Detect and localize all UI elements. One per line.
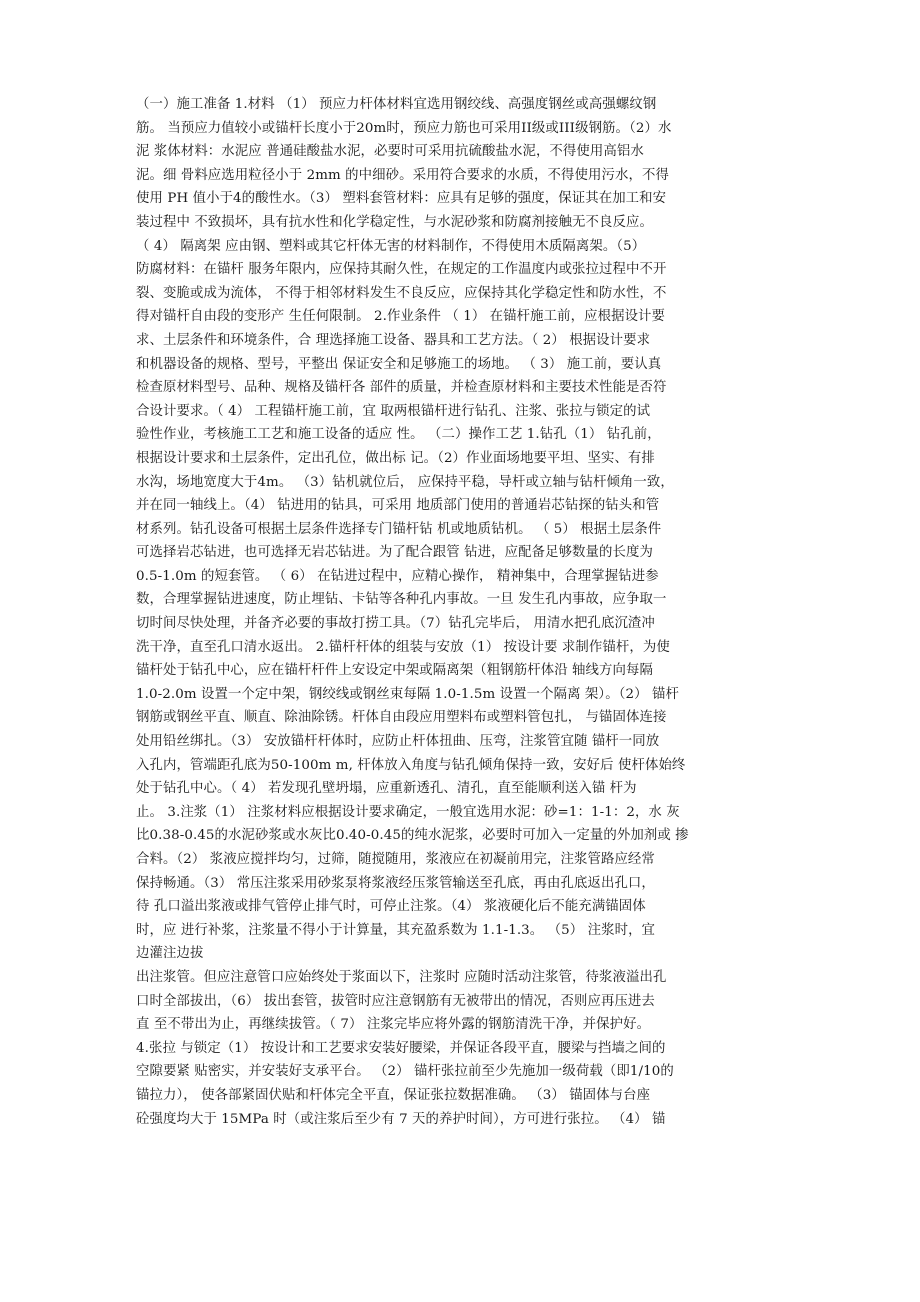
text-line-44: 砼强度均大于 15MPa 时（或注浆后至少有 7 天的养护时间），方可进行张拉。 （4） 锚 <box>136 1111 666 1127</box>
text-line-38: 出注浆管。但应注意管口应始终处于浆面以下，注浆时 应随时活动注浆管，待浆液溢出孔 <box>136 969 667 985</box>
text-line-3: 泥 浆体材料：水泥应 普通硅酸盐水泥，必要时可采用抗硫酸盐水泥，不得使用高铝水 <box>136 144 644 160</box>
text-line-14: 合设计要求。（ 4） 工程锚杆施工前，宜 取两根锚杆进行钻孔、注浆、张拉与锁定的试 <box>136 403 651 419</box>
text-line-27: 钢筋或钢丝平直、顺直、除油除锈。杆体自由段应用塑料布或塑料管包扎， 与锚固体连接 <box>136 710 667 726</box>
text-line-19: 材系列。钻孔设备可根据土层条件选择专门锚杆钻 机或地质钻机。 （ 5） 根据土层条件 <box>136 521 662 537</box>
text-line-39: 口时全部拔出，（6） 拔出套管，拔管时应注意钢筋有无被带出的情况，否则应再压进去 <box>136 993 655 1009</box>
text-line-8: 防腐材料：在锚杆 服务年限内，应保持其耐久性，在规定的工作温度内或张拉过程中不开 <box>136 262 667 278</box>
text-line-6: 装过程中 不致损坏，具有抗水性和化学稳定性，与水泥砂浆和防腐剂接触无不良反应。 <box>136 214 653 230</box>
text-line-33: 合料。（2） 浆液应搅拌均匀，过筛，随搅随用，浆液应在初凝前用完，注浆管路应经常 <box>136 852 655 867</box>
text-line-1: （一）施工准备 1.材料 （1） 预应力杆体材料宜选用钢绞线、高强度钢丝或高强螺纹钢 <box>136 97 657 112</box>
text-line-15: 验性作业，考核施工工艺和施工设备的适应 性。 （二）操作工艺 1.钻孔（1） 钻孔前， <box>136 427 661 443</box>
text-line-11: 求、土层条件和环境条件，合 理选择施工设备、器具和工艺方法。（ 2） 根据设计要求 <box>136 332 651 348</box>
text-line-31: 止。 3.注浆（1） 注浆材料应根据设计要求确定，一般宜选用水泥：砂=1：1-1：2，水 灰 <box>136 804 680 820</box>
text-line-10: 得对锚杆自由段的变形产 生任何限制。 2.作业条件 （ 1） 在锚杆施工前，应根据设计要 <box>136 309 666 325</box>
document-body <box>136 93 796 1131</box>
text-line-4: 泥。细 骨料应选用粒径小于 2mm 的中细砂。采用符合要求的水质，不得使用污水，不得 <box>136 167 669 183</box>
text-line-41: 4.张拉 与锁定（1） 按设计和工艺要求安装好腰梁，并保证各段平直，腰梁与挡墙之间的 <box>136 1040 666 1056</box>
text-line-35: 待 孔口溢出浆液或排气管停止排气时，可停止注浆。（4） 浆液硬化后不能充满锚固体 <box>136 899 646 915</box>
text-line-2: 筋。 当预应力值较小或锚杆长度小于20m时，预应力筋也可采用II级或III级钢筋。（2）水 <box>136 120 672 136</box>
text-line-24: 洗干净，直至孔口清水返出。 2.锚杆杆体的组装与安放（1） 按设计要 求制作锚杆，为使 <box>136 639 670 655</box>
text-line-7: （ 4） 隔离架 应由钢、塑料或其它杆体无害的材料制作，不得使用木质隔离架。（5） <box>136 238 646 254</box>
text-line-12: 和机器设备的规格、型号，平整出 保证安全和足够施工的场地。 （ 3） 施工前，要认真 <box>136 356 662 372</box>
text-line-23: 切时间尽快处理，并备齐必要的事故打捞工具。（7）钻孔完毕后， 用清水把孔底沉渣冲 <box>136 616 655 632</box>
text-line-34: 保持畅通。（3） 常压注浆采用砂浆泵将浆液经压浆管输送至孔底，再由孔底返出孔口， <box>136 875 655 891</box>
text-line-25: 锚杆处于钻孔中心，应在锚杆杆件上安设定中架或隔离架（粗钢筋杆体沿 轴线方向每隔 <box>136 663 653 679</box>
text-line-30: 处于钻孔中心。（ 4） 若发现孔壁坍塌，应重新透孔、清孔，直至能顺利送入锚 杆为 <box>136 781 637 797</box>
text-line-37: 边灌注边拔 <box>136 946 204 962</box>
text-line-18: 并在同一轴线上。（4） 钻进用的钻具，可采用 地质部门使用的普通岩芯钻探的钻头和管 <box>136 498 660 514</box>
text-line-21: 0.5-1.0m 的短套管。 （ 6） 在钻进过程中，应精心操作， 精神集中，合理掌握钻进参 <box>136 568 659 584</box>
text-line-43: 锚拉力）， 使各部紧固伏贴和杆体完全平直，保证张拉数据准确。 （3） 锚固体与台座 <box>136 1087 651 1103</box>
text-line-29: 入孔内，管端距孔底为50-100m m, 杆体放入角度与钻孔倾角保持一致，安好后 使杆体始终 <box>136 757 686 773</box>
text-line-9: 裂、变脆或成为流体， 不得于相邻材料发生不良反应，应保持其化学稳定性和防水性，不 <box>136 285 667 301</box>
text-line-32: 比0.38-0.45的水泥砂浆或水灰比0.40-0.45的纯水泥浆，必要时可加入一定量的外加剂或 掺 <box>136 828 689 844</box>
text-line-36: 时，应 进行补浆，注浆量不得小于计算量，其充盈系数为 1.1-1.3。 （5） 注浆时，宜 <box>136 922 656 938</box>
text-line-13: 检查原材料型号、品种、规格及锚杆各 部件的质量，并检查原材料和主要技术性能是否符 <box>136 380 667 396</box>
text-line-22: 数，合理掌握钻进速度，防止埋钻、卡钻等各种孔内事故。一旦 发生孔内事故，应争取一 <box>136 592 667 608</box>
text-line-17: 水沟，场地宽度大于4m。 （3）钻机就位后， 应保持平稳，导杆或立轴与钻杆倾角一致， <box>136 474 674 490</box>
text-line-5: 使用 PH 值小于4的酸性水。（3） 塑料套管材料：应具有足够的强度，保证其在加工和安 <box>136 191 667 207</box>
text-line-28: 处用铅丝绑扎。（3） 安放锚杆杆体时，应防止杆体扭曲、压弯，注浆管宜随 锚杆一同放 <box>136 734 660 750</box>
text-line-20: 可选择岩芯钻进，也可选择无岩芯钻进。为了配合跟管 钻进，应配备足够数量的长度为 <box>136 545 653 561</box>
text-line-40: 直 至不带出为止，再继续拔管。（ 7） 注浆完毕应将外露的钢筋清洗干净，并保护好。 <box>136 1017 651 1033</box>
text-line-26: 1.0-2.0m 设置一个定中架，钢绞线或钢丝束每隔 1.0-1.5m 设置一个隔离 架）。（2） 锚杆 <box>136 686 679 702</box>
text-line-16: 根据设计要求和土层条件，定出孔位，做出标 记。（2）作业面场地要平坦、坚实、有排 <box>136 450 655 466</box>
text-line-42: 空隙要紧 贴密实，并安装好支承平台。 （2） 锚杆张拉前至少先施加一级荷载（即1/10的 <box>136 1064 674 1080</box>
